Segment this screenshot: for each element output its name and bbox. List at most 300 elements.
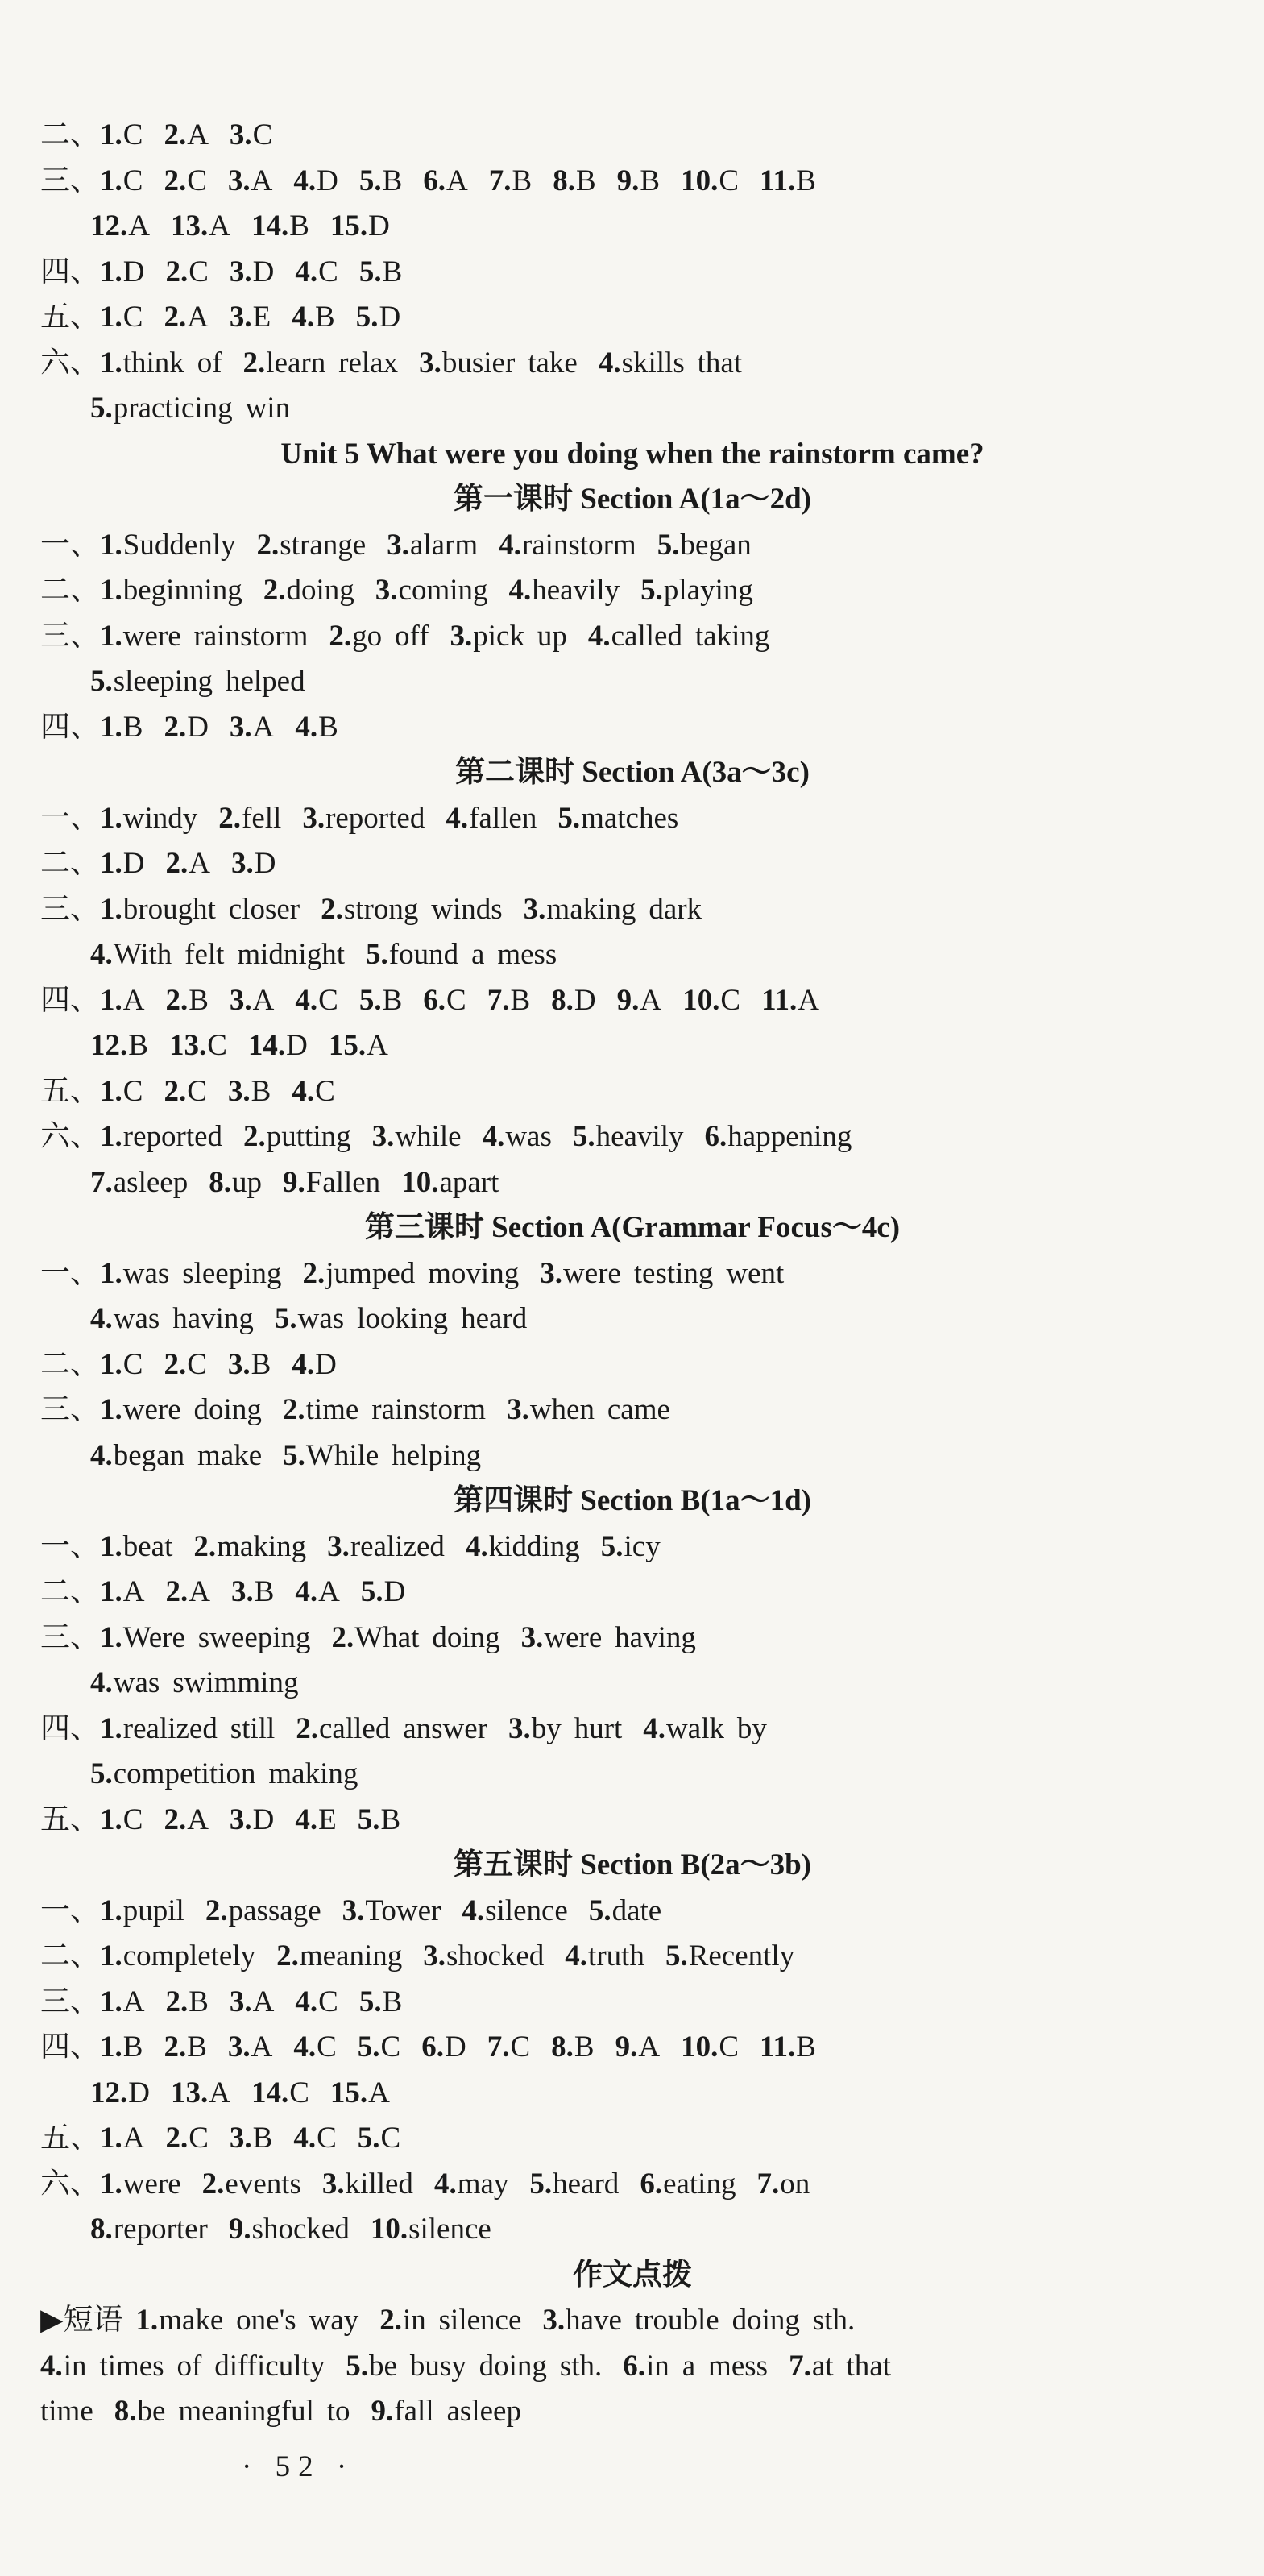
answer-item bbox=[135, 2304, 358, 2337]
answer-text: C bbox=[122, 118, 143, 151]
answer-number: 7. bbox=[488, 164, 512, 197]
answer-number: 5. bbox=[529, 2167, 553, 2201]
answer-item bbox=[462, 1894, 567, 1927]
answer-number: 5. bbox=[274, 1302, 297, 1335]
question-group-label: 二、 bbox=[40, 1939, 100, 1972]
answer-item bbox=[202, 2167, 301, 2201]
answer-text: B bbox=[251, 1347, 271, 1381]
answer-text: C bbox=[189, 2122, 209, 2155]
question-group-label: 二、 bbox=[40, 1575, 100, 1608]
answer-text: up bbox=[231, 1165, 262, 1199]
answer-item bbox=[529, 2167, 619, 2201]
question-group-label: 二、 bbox=[40, 574, 100, 607]
answer-item bbox=[100, 1985, 144, 2018]
answer-number: 4. bbox=[295, 710, 318, 744]
answer-text: With felt midnight bbox=[113, 938, 345, 971]
answer-number: 3. bbox=[227, 2031, 251, 2064]
answer-item bbox=[283, 1166, 380, 1199]
answer-text: were bbox=[122, 2167, 181, 2201]
answer-text: A bbox=[122, 1575, 145, 1608]
answer-text: D bbox=[383, 1575, 406, 1608]
answer-text: matches bbox=[581, 801, 679, 835]
answer-line bbox=[40, 978, 1225, 1024]
answer-text: A bbox=[252, 983, 275, 1017]
answer-text: B bbox=[575, 164, 596, 197]
answer-item bbox=[615, 2031, 660, 2064]
answer-text: was looking heard bbox=[297, 1302, 528, 1335]
answer-text: time bbox=[40, 2395, 93, 2428]
answer-text: A bbox=[122, 1985, 145, 2018]
answer-text: B bbox=[380, 1802, 401, 1836]
answer-text: D bbox=[379, 301, 401, 334]
answer-item bbox=[164, 118, 208, 151]
answer-number: 5. bbox=[588, 1894, 611, 1927]
answer-number: 1. bbox=[100, 1939, 122, 1972]
answer-text: What doing bbox=[354, 1620, 500, 1654]
answer-number: 8. bbox=[90, 2213, 113, 2246]
answer-item bbox=[165, 1985, 208, 2018]
answer-item bbox=[100, 346, 222, 380]
answer-number: 4. bbox=[508, 574, 532, 607]
answer-text: truth bbox=[588, 1939, 644, 1972]
answer-number: 2. bbox=[164, 301, 187, 334]
answer-text: B bbox=[512, 164, 533, 197]
answer-number: 1. bbox=[135, 2304, 159, 2337]
answer-number: 5. bbox=[600, 1529, 624, 1563]
answer-item bbox=[100, 893, 300, 926]
answer-item bbox=[90, 1302, 254, 1335]
answer-text: B bbox=[796, 164, 816, 197]
answer-number: 4. bbox=[433, 2167, 457, 2201]
answer-text: began bbox=[680, 528, 752, 562]
answer-item bbox=[327, 1530, 445, 1563]
answer-number: 3. bbox=[375, 574, 398, 607]
answer-item bbox=[100, 529, 236, 562]
answer-number: 2. bbox=[331, 1620, 354, 1654]
question-group-label: 二、 bbox=[40, 1347, 100, 1381]
answer-text: fell bbox=[242, 801, 282, 835]
answer-item bbox=[276, 1939, 402, 1972]
answer-item bbox=[230, 118, 272, 151]
answer-item bbox=[375, 574, 488, 607]
question-group-label: 三、 bbox=[40, 1620, 100, 1654]
answer-number: 1. bbox=[100, 118, 122, 151]
answer-number: 4. bbox=[90, 938, 113, 971]
answer-item bbox=[359, 164, 402, 197]
answer-item bbox=[423, 984, 466, 1017]
answer-line bbox=[40, 2025, 1225, 2071]
answer-number: 4. bbox=[295, 983, 318, 1017]
section-heading: Unit 5 What were you doing when the rainstorm came? bbox=[280, 437, 984, 471]
answer-text: putting bbox=[266, 1120, 351, 1153]
answer-number: 15. bbox=[329, 2076, 368, 2109]
answer-number: 8. bbox=[553, 164, 575, 197]
answer-number: 4. bbox=[598, 346, 621, 380]
answer-text: beginning bbox=[122, 574, 242, 607]
answer-item bbox=[295, 1803, 336, 1836]
answer-line bbox=[40, 1980, 1225, 2026]
question-group-label: 六、 bbox=[40, 2167, 100, 2201]
answer-number: 7. bbox=[90, 1165, 113, 1199]
answer-text: A bbox=[187, 301, 209, 334]
answer-number: 10. bbox=[401, 1165, 439, 1199]
answer-text: A bbox=[252, 710, 275, 744]
answer-number: 1. bbox=[100, 1894, 122, 1927]
section-heading: 第一课时 Section A(1a～2d) bbox=[454, 483, 811, 516]
answer-number: 2. bbox=[165, 255, 189, 288]
answer-number: 2. bbox=[201, 2167, 225, 2201]
answer-number: 14. bbox=[251, 209, 289, 243]
answer-number: 10. bbox=[682, 983, 720, 1017]
answer-text: asleep bbox=[113, 1165, 189, 1199]
answer-text: A bbox=[209, 2076, 230, 2109]
answer-item bbox=[230, 2122, 272, 2155]
answer-item bbox=[617, 164, 660, 197]
answer-number: 3. bbox=[229, 710, 252, 744]
answer-number: 2. bbox=[164, 1074, 187, 1108]
answer-item bbox=[231, 1575, 274, 1608]
answer-text: in silence bbox=[402, 2304, 522, 2337]
answer-item bbox=[588, 620, 769, 653]
answer-number: 3. bbox=[229, 1802, 252, 1836]
answer-text: passage bbox=[228, 1894, 321, 1927]
answer-line bbox=[40, 2389, 1225, 2435]
answer-number: 10. bbox=[370, 2213, 408, 2246]
answer-text: was having bbox=[113, 1302, 254, 1335]
answer-number: 1. bbox=[100, 346, 122, 380]
answer-text: reported bbox=[122, 1120, 223, 1153]
question-group-label: 五、 bbox=[40, 301, 100, 334]
answer-text: competition making bbox=[113, 1757, 358, 1790]
question-group-label: 三、 bbox=[40, 164, 100, 197]
answer-text: C bbox=[318, 1985, 338, 2018]
answer-number: 3. bbox=[520, 1620, 544, 1654]
section-heading: 第五课时 Section B(2a～3b) bbox=[454, 1848, 811, 1881]
answer-item bbox=[346, 2350, 602, 2383]
answer-text: B bbox=[382, 1985, 403, 2018]
answer-number: 14. bbox=[251, 2076, 289, 2109]
answer-text: be meaningful to bbox=[137, 2395, 350, 2428]
answer-text: Were sweeping bbox=[122, 1620, 311, 1654]
answer-text: D bbox=[252, 255, 275, 288]
answer-item bbox=[387, 529, 478, 562]
answer-text: apart bbox=[439, 1165, 499, 1199]
answer-item bbox=[359, 255, 402, 288]
answer-item bbox=[509, 574, 620, 607]
answer-text: making dark bbox=[546, 892, 702, 926]
answer-item bbox=[295, 711, 338, 744]
answer-text: C bbox=[446, 983, 466, 1017]
answer-item bbox=[100, 1803, 143, 1836]
answer-item bbox=[100, 847, 144, 880]
answer-number: 4. bbox=[462, 1894, 485, 1927]
answer-number: 9. bbox=[616, 164, 640, 197]
answer-number: 11. bbox=[760, 2031, 796, 2064]
answer-text: C bbox=[122, 301, 143, 334]
answer-number: 3. bbox=[229, 1985, 252, 2018]
question-group-label: 一、 bbox=[40, 1894, 100, 1927]
answer-number: 5. bbox=[90, 392, 113, 425]
answer-text: were rainstorm bbox=[122, 619, 309, 653]
answer-text: events bbox=[225, 2167, 301, 2201]
answer-number: 1. bbox=[100, 574, 122, 607]
answer-text: think of bbox=[122, 346, 222, 380]
answer-number: 12. bbox=[90, 2076, 128, 2109]
answer-text: A bbox=[368, 2076, 390, 2109]
answer-item bbox=[90, 938, 345, 971]
answer-number: 1. bbox=[100, 1120, 122, 1153]
answer-item bbox=[171, 2076, 230, 2109]
answer-text: date bbox=[611, 1894, 662, 1927]
answer-number: 9. bbox=[371, 2395, 394, 2428]
answer-text: kidding bbox=[488, 1529, 580, 1563]
answer-number: 3. bbox=[229, 118, 252, 151]
answer-text: heavily bbox=[532, 574, 620, 607]
answer-item bbox=[283, 1439, 481, 1472]
answer-number: 1. bbox=[100, 710, 122, 744]
answer-item bbox=[358, 1803, 400, 1836]
answer-text: C bbox=[719, 164, 740, 197]
answer-item bbox=[40, 2350, 325, 2383]
answer-number: 4. bbox=[295, 1802, 318, 1836]
answer-number: 10. bbox=[681, 2031, 719, 2064]
answer-item bbox=[100, 1075, 143, 1108]
answer-item bbox=[100, 711, 143, 744]
answer-item bbox=[524, 893, 702, 926]
answer-line bbox=[40, 2162, 1225, 2208]
answer-number: 7. bbox=[756, 2167, 780, 2201]
answer-text: B bbox=[289, 209, 309, 243]
answer-text: in a mess bbox=[646, 2349, 769, 2383]
answer-item bbox=[165, 984, 208, 1017]
answer-line bbox=[40, 1342, 1225, 1388]
answer-number: 8. bbox=[114, 2395, 137, 2428]
answer-line bbox=[40, 1433, 1225, 1479]
answer-number: 5. bbox=[358, 255, 382, 288]
answer-number: 6. bbox=[704, 1120, 727, 1153]
question-group-label: 一、 bbox=[40, 1529, 100, 1563]
answer-number: 2. bbox=[329, 619, 352, 653]
answer-text: C bbox=[380, 2122, 401, 2155]
answer-item bbox=[283, 1393, 486, 1426]
answer-number: 9. bbox=[228, 2213, 251, 2246]
answer-number: 11. bbox=[760, 164, 796, 197]
answer-item bbox=[292, 1348, 336, 1381]
answer-item bbox=[295, 1575, 339, 1608]
answer-text: learn relax bbox=[266, 346, 399, 380]
answer-text: D bbox=[315, 1347, 337, 1381]
answer-number: 2. bbox=[165, 983, 189, 1017]
question-group-label: 一、 bbox=[40, 1256, 100, 1290]
answer-number: 1. bbox=[100, 1393, 122, 1426]
answer-number: 5. bbox=[90, 665, 113, 698]
answer-text: A bbox=[189, 1575, 210, 1608]
answer-item bbox=[100, 1348, 143, 1381]
answer-text: sleeping helped bbox=[113, 665, 305, 698]
answer-number: 1. bbox=[100, 2122, 122, 2155]
answer-text: realized still bbox=[122, 1711, 276, 1745]
answer-text: While helping bbox=[305, 1438, 482, 1472]
answer-text: C bbox=[720, 983, 741, 1017]
section-heading: 第二课时 Section A(3a～3c) bbox=[455, 756, 810, 789]
answer-number: 2. bbox=[321, 892, 343, 926]
answer-number: 5. bbox=[90, 1757, 113, 1790]
answer-item bbox=[623, 2350, 768, 2383]
answer-item bbox=[100, 1257, 282, 1290]
answer-item bbox=[228, 2031, 272, 2064]
answer-number: 2. bbox=[165, 2122, 189, 2155]
question-group-label: 六、 bbox=[40, 1120, 100, 1153]
answer-text: Suddenly bbox=[122, 528, 236, 562]
answer-text: D bbox=[122, 255, 145, 288]
answer-item bbox=[165, 847, 209, 880]
answer-text: C bbox=[289, 2076, 309, 2109]
answer-item bbox=[371, 2213, 491, 2246]
answer-number: 3. bbox=[230, 847, 254, 880]
answer-number: 1. bbox=[100, 983, 122, 1017]
answer-text: when came bbox=[529, 1393, 670, 1426]
answer-item bbox=[90, 1439, 262, 1472]
answer-text: A bbox=[209, 209, 230, 243]
answer-text: Fallen bbox=[305, 1165, 381, 1199]
answer-item bbox=[90, 1166, 188, 1199]
answer-item bbox=[100, 301, 143, 334]
answer-number: 4. bbox=[482, 1120, 505, 1153]
answer-item bbox=[507, 1393, 670, 1426]
answer-text: walk by bbox=[666, 1711, 767, 1745]
answer-number: 4. bbox=[90, 1302, 113, 1335]
answer-text: called taking bbox=[611, 619, 770, 653]
answer-text: heavily bbox=[595, 1120, 684, 1153]
answer-text: D bbox=[254, 847, 276, 880]
answer-number: 5. bbox=[358, 164, 382, 197]
answer-item bbox=[372, 1120, 462, 1153]
answer-text: A bbox=[798, 983, 820, 1017]
answer-number: 2. bbox=[205, 1894, 228, 1927]
answer-item bbox=[100, 2122, 144, 2155]
answer-text: B bbox=[382, 983, 403, 1017]
answer-item bbox=[164, 1348, 206, 1381]
answer-item bbox=[243, 346, 399, 380]
answer-line bbox=[40, 1296, 1225, 1342]
answer-item bbox=[100, 1894, 184, 1927]
answer-item bbox=[230, 255, 274, 288]
answer-text: B bbox=[318, 710, 338, 744]
answer-item bbox=[359, 1985, 402, 2018]
answer-line bbox=[40, 523, 1225, 569]
answer-text: shocked bbox=[446, 1939, 545, 1972]
answer-item bbox=[330, 2076, 390, 2109]
answer-item bbox=[100, 1939, 255, 1972]
answer-text: reported bbox=[325, 801, 425, 835]
answer-text: were doing bbox=[122, 1393, 262, 1426]
question-group-label: 三、 bbox=[40, 1393, 100, 1426]
answer-line bbox=[40, 1251, 1225, 1297]
answer-item bbox=[303, 1257, 520, 1290]
answer-item bbox=[230, 301, 271, 334]
answer-number: 4. bbox=[295, 1985, 318, 2018]
question-group-label: 三、 bbox=[40, 892, 100, 926]
section-heading: 第三课时 Section A(Grammar Focus～4c) bbox=[364, 1211, 901, 1244]
answer-number: 8. bbox=[551, 983, 574, 1017]
answer-item bbox=[100, 1530, 172, 1563]
answer-item bbox=[165, 2122, 208, 2155]
answer-text: B bbox=[128, 1029, 148, 1062]
answer-item bbox=[551, 984, 595, 1017]
answer-text: be busy doing sth. bbox=[369, 2349, 603, 2383]
answer-item bbox=[508, 1712, 622, 1745]
answer-item bbox=[90, 1666, 298, 1699]
answer-item bbox=[164, 301, 208, 334]
question-group-label: 六、 bbox=[40, 346, 100, 380]
answer-item bbox=[761, 984, 819, 1017]
answer-text: were testing went bbox=[562, 1256, 785, 1290]
answer-item bbox=[100, 620, 308, 653]
answer-item bbox=[295, 1985, 338, 2018]
answer-text: windy bbox=[122, 801, 198, 835]
answer-text: C bbox=[317, 2031, 337, 2064]
answer-number: 13. bbox=[170, 2076, 209, 2109]
answer-item bbox=[164, 164, 206, 197]
answer-item bbox=[332, 1621, 500, 1654]
answer-item bbox=[421, 2031, 466, 2064]
answer-text: in times of difficulty bbox=[63, 2349, 325, 2383]
answer-item bbox=[295, 984, 338, 1017]
answer-number: 6. bbox=[623, 2349, 646, 2383]
answer-number: 5. bbox=[357, 1802, 380, 1836]
answer-text: B bbox=[122, 2031, 143, 2064]
answer-item bbox=[589, 1894, 661, 1927]
answer-item bbox=[100, 118, 143, 151]
answer-line bbox=[40, 796, 1225, 842]
answer-number: 2. bbox=[165, 1985, 189, 2018]
answer-text: Recently bbox=[688, 1939, 795, 1972]
answer-number: 6. bbox=[423, 164, 446, 197]
answer-number: 8. bbox=[551, 2031, 574, 2064]
answer-line bbox=[40, 1752, 1225, 1798]
answer-number: 5. bbox=[358, 983, 382, 1017]
answer-number: 7. bbox=[487, 2031, 510, 2064]
answer-number: 2. bbox=[164, 118, 187, 151]
answer-number: 1. bbox=[100, 1575, 122, 1608]
answer-number: 2. bbox=[165, 847, 189, 880]
answer-item bbox=[487, 2031, 530, 2064]
answer-item bbox=[292, 1075, 334, 1108]
answer-item bbox=[483, 1120, 552, 1153]
answer-text: B bbox=[252, 2122, 273, 2155]
answer-number: 2. bbox=[276, 1939, 299, 1972]
answer-number: 3. bbox=[227, 1074, 251, 1108]
answer-text: A bbox=[251, 164, 273, 197]
answer-number: 7. bbox=[487, 983, 510, 1017]
answer-line bbox=[40, 2298, 1225, 2344]
answer-line bbox=[40, 659, 1225, 705]
answer-text: B bbox=[254, 1575, 275, 1608]
question-group-label: 五、 bbox=[40, 1802, 100, 1836]
answer-number: 5. bbox=[366, 938, 388, 971]
answer-item bbox=[209, 1166, 262, 1199]
answer-text: reporter bbox=[113, 2213, 208, 2246]
answer-text: icy bbox=[624, 1529, 661, 1563]
answer-item bbox=[419, 346, 578, 380]
answer-number: 1. bbox=[100, 1620, 122, 1654]
answer-text: on bbox=[780, 2167, 810, 2201]
answer-text: D bbox=[187, 710, 209, 744]
answer-text: beat bbox=[122, 1529, 173, 1563]
question-group-label: 五、 bbox=[40, 2122, 100, 2155]
answer-text: fall asleep bbox=[394, 2395, 521, 2428]
answer-text: may bbox=[457, 2167, 509, 2201]
